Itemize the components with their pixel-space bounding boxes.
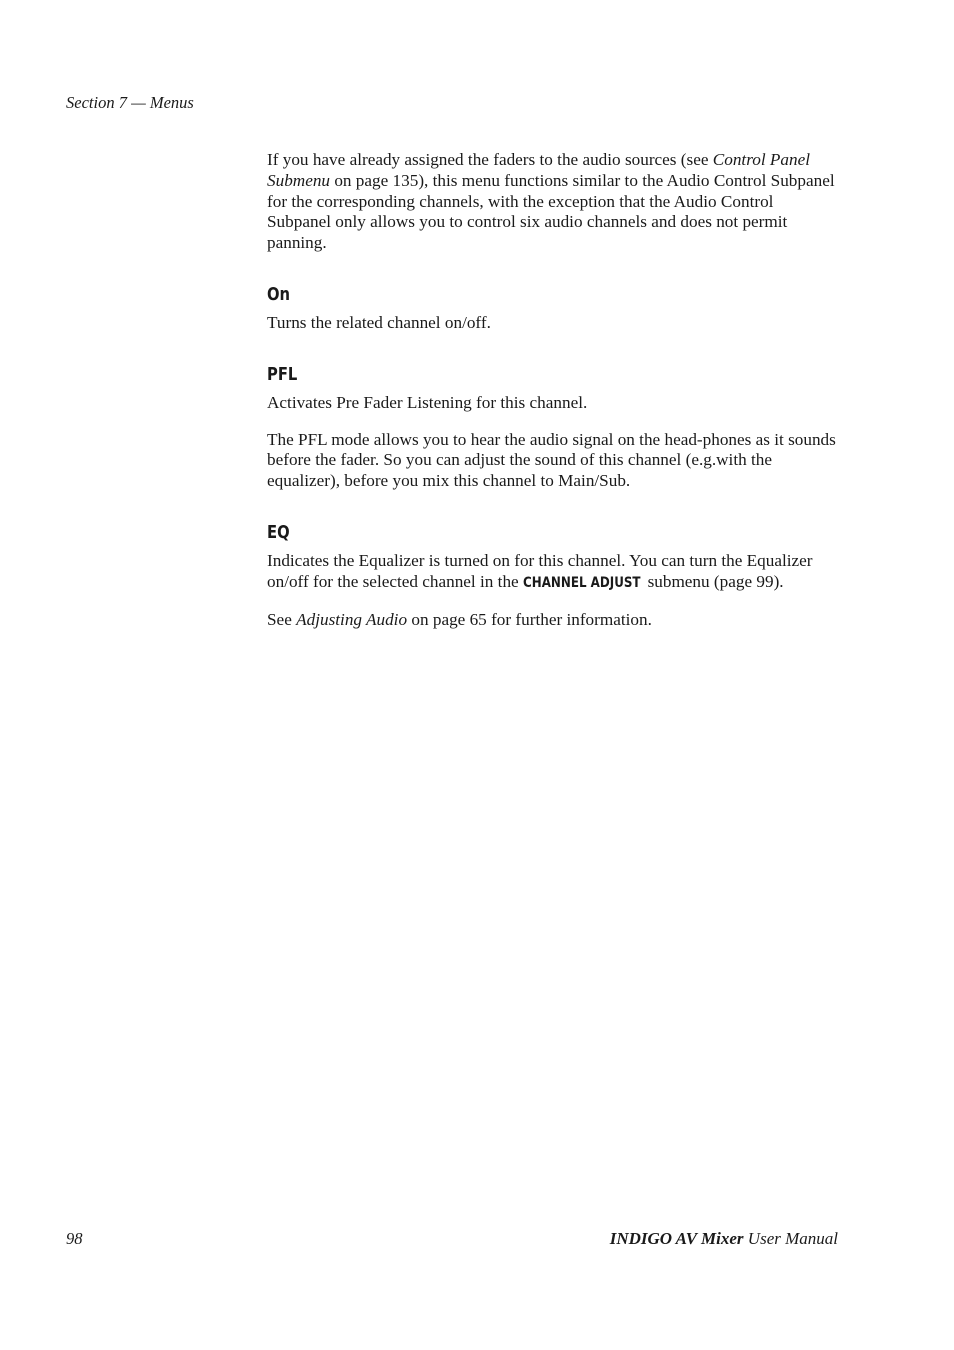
see-suffix: on page 65 for further information. <box>407 609 652 629</box>
heading-eq: EQ <box>267 521 290 543</box>
footer-title <box>610 1229 838 1249</box>
see-also-paragraph <box>267 610 839 631</box>
running-header: Section 7 — Menus <box>66 93 194 112</box>
channel-adjust-keyword: CHANNEL ADJUST <box>522 574 641 591</box>
see-prefix: See <box>267 609 297 629</box>
intro-paragraph <box>267 150 839 254</box>
manual-label: User Manual <box>743 1229 838 1248</box>
page-number: 98 <box>66 1229 83 1248</box>
product-name: INDIGO AV Mixer <box>609 1229 744 1248</box>
control-panel-submenu-link[interactable]: Control Panel Submenu <box>267 150 810 190</box>
adjusting-audio-link[interactable]: Adjusting Audio <box>296 609 408 629</box>
page-body <box>267 150 839 646</box>
eq-description <box>267 551 839 594</box>
heading-pfl: PFL <box>267 363 298 385</box>
intro-text-2: on page 135), this menu functions similar to the Audio Control Subpanel for the corresponding channels, with the exception that the Audio Control Subpanel only allows you to control six audio channels and does not permit panning. <box>267 170 835 253</box>
intro-text-1: If you have already assigned the faders to the audio sources (see <box>267 150 713 169</box>
on-description: Turns the related channel on/off. <box>267 312 491 332</box>
eq-text-2: submenu (page 99). <box>643 571 784 591</box>
eq-text-1: Indicates the Equalizer is turned on for this channel. You can turn the Equalizer on/off for the selected channel in the <box>267 550 813 591</box>
pfl-description: Activates Pre Fader Listening for this channel. <box>267 392 588 412</box>
pfl-mode-paragraph: The PFL mode allows you to hear the audio signal on the head-phones as it sounds before the fader. So you can adjust the sound of this channel (e.g.with the equalizer), before you mix this channel to Main/Sub. <box>267 429 836 491</box>
heading-on: On <box>267 283 291 305</box>
